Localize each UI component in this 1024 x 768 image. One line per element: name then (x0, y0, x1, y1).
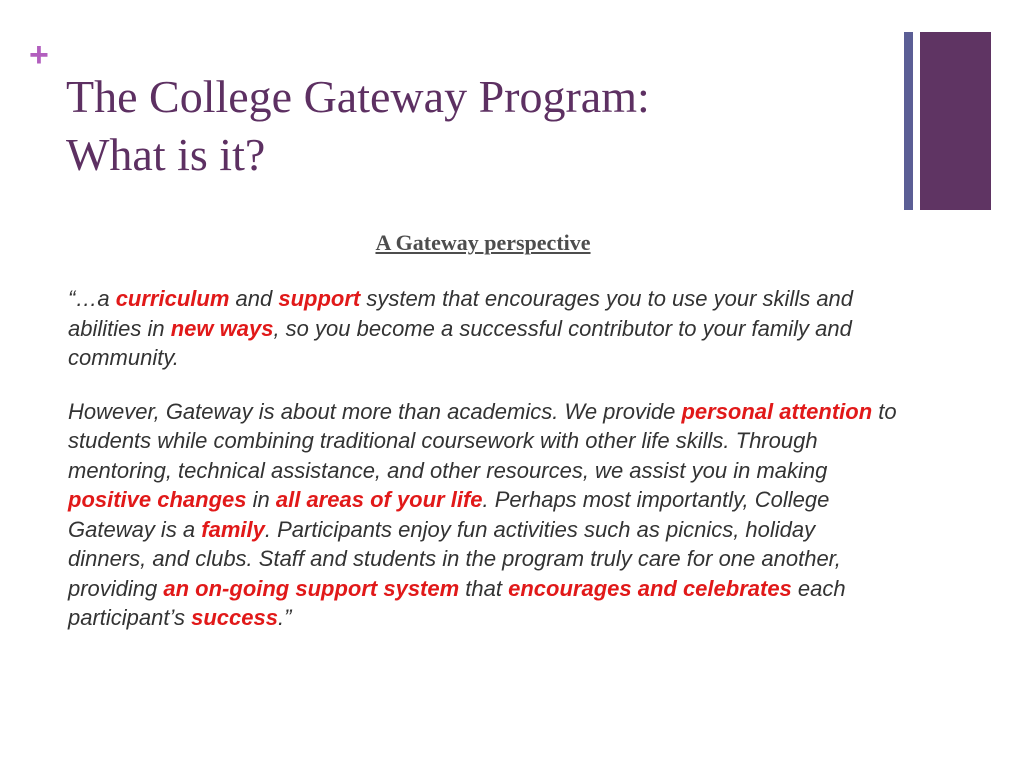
emphasis-text: support (278, 286, 361, 311)
emphasis-text: an on-going support system (163, 575, 460, 601)
plus-icon: + (29, 36, 49, 74)
emphasis-text: family (201, 516, 265, 542)
body-text: to students while combining traditional coursework with other life skills. Through mentoring, technical assistance, and other resources, we assist you in making (68, 398, 897, 483)
emphasis-text: all areas of your life (275, 487, 483, 512)
emphasis-text: new ways (170, 315, 274, 341)
body-text: . Participants enjoy fun activities such as picnics, holiday dinners, and clubs. Staff and students in the program truly care for one another, providing (68, 516, 841, 601)
body-text: that (459, 575, 509, 601)
body-text: . Perhaps most importantly, College Gateway is a (68, 487, 830, 542)
subheading: A Gateway perspective (375, 230, 591, 255)
slide-title-line-1: The College Gateway Program: (66, 71, 650, 122)
emphasis-text: positive changes (68, 487, 247, 512)
emphasis-text: personal attention (681, 398, 873, 424)
body-text: However, Gateway is about more than academics. We provide (68, 398, 682, 424)
slide-title-line-2: What is it? (66, 129, 266, 180)
slide-content (68, 230, 898, 657)
body-text: each participant’s (68, 575, 846, 630)
quote-paragraph-2 (68, 397, 898, 633)
body-text: .” (277, 605, 292, 630)
slide-title (66, 68, 886, 184)
emphasis-text: encourages and celebrates (508, 575, 792, 601)
body-text: and (229, 286, 279, 311)
accent-bar-thick (920, 32, 991, 210)
quote-paragraph-1 (68, 284, 898, 373)
body-text: in (246, 487, 276, 512)
accent-bar-thin (904, 32, 913, 210)
body-text: system that encourages you to use your skills and abilities in (68, 286, 854, 341)
body-text: “…a (68, 286, 116, 311)
emphasis-text: success (191, 605, 278, 630)
emphasis-text: curriculum (115, 286, 230, 311)
body-text: , so you become a successful contributor to your family and community. (68, 315, 852, 370)
